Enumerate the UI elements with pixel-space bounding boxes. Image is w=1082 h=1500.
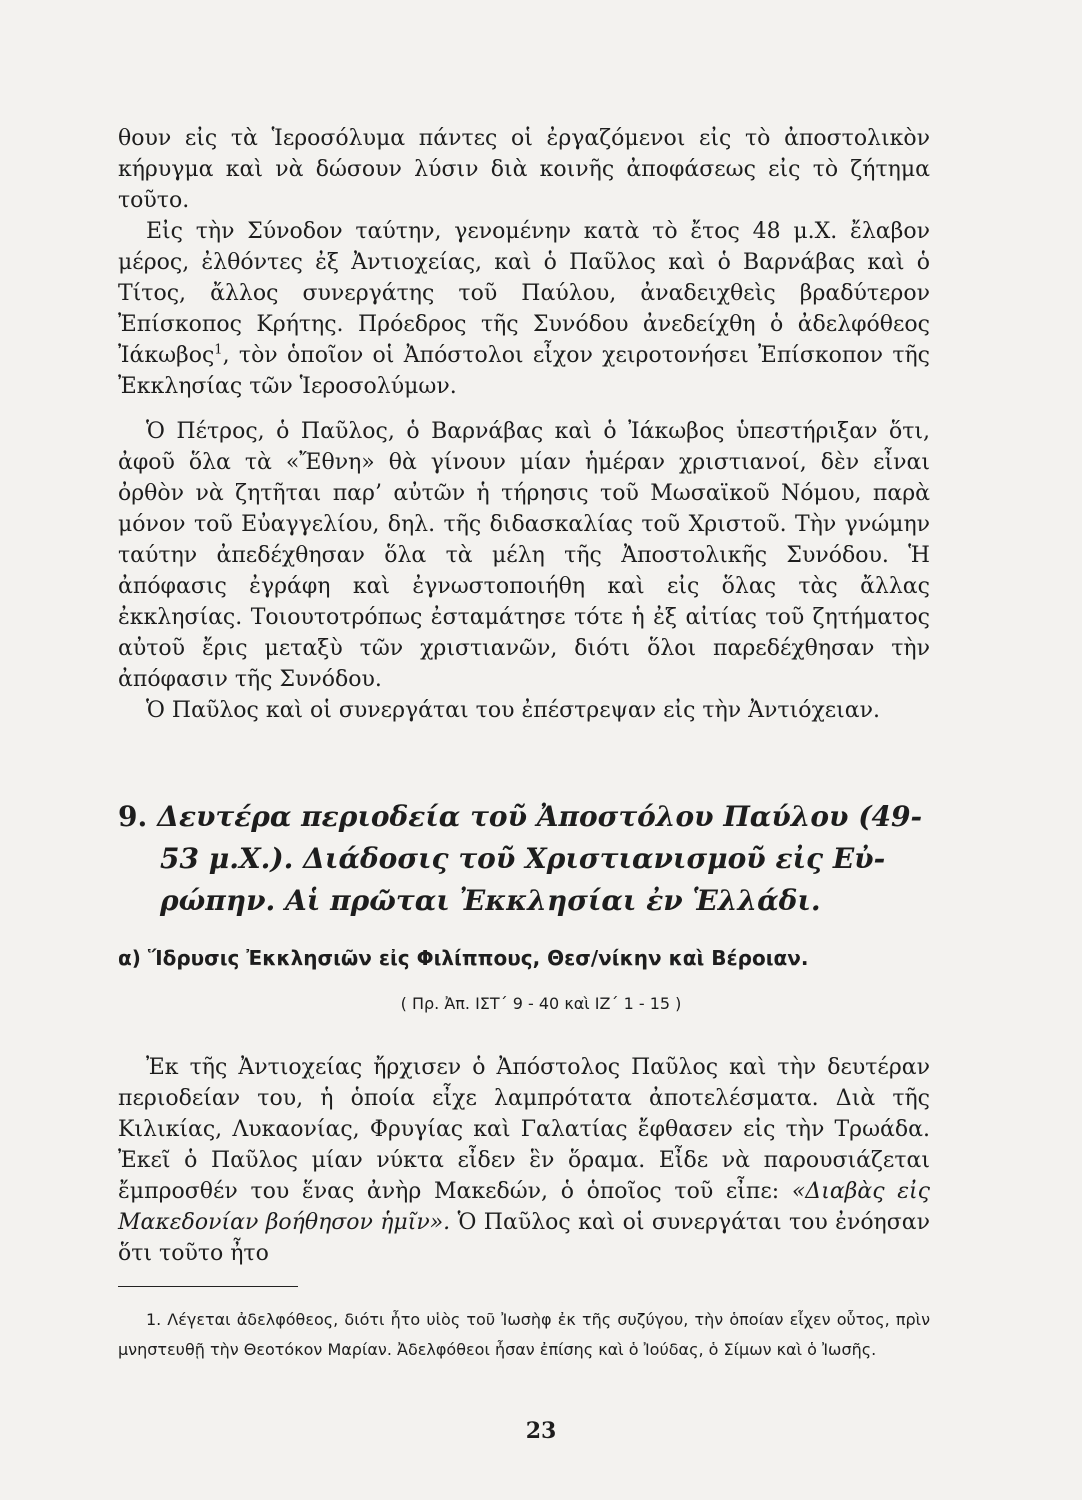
paragraph-3: Ὁ Πέτρος, ὁ Παῦλος, ὁ Βαρνάβας καὶ ὁ Ἰάκωβος ὑπεστήριξαν ὅτι, ἀφοῦ ὅλα τὰ «Ἔθνη» θὰ γίνουν μίαν ἡμέραν χριστιανοί, δὲν εἶναι ὀρθὸν νὰ ζητῆται παρ’ αὐτῶν ἡ τήρησις τοῦ Μωσαϊκοῦ Νόμου, παρὰ μόνον τοῦ Εὐαγγελίου, δηλ. τῆς διδασκαλίας τοῦ Χριστοῦ. Τὴν γνώμην ταύτην ἀπεδέχθησαν ὅλα τὰ μέλη τῆς Ἀποστολικῆς Συνόδου. Ἡ ἀπόφασις ἐγράφη καὶ ἐγνωστοποιήθη καὶ εἰς ὅλας τὰς ἄλλας ἐκκλησίας. Τοιουτοτρόπως ἐσταμάτησε τότε ἡ ἐξ αἰτίας τοῦ ζητήματος αὐτοῦ ἔρις μεταξὺ τῶν χριστιανῶν, διότι ὅλοι παρεδέχθησαν τὴν ἀπόφασιν τῆς Συνόδου.: [118, 419, 930, 692]
paragraph-5-text-a: Ἐκ τῆς Ἀντιοχείας ἤρχισεν ὁ Ἀπόστολος Παῦλος καὶ τὴν δευτέραν περιοδείαν του, ἡ ὁποία εἶχε λαμπρότατα ἀποτελέσματα. Διὰ τῆς Κιλικίας, Λυκαονίας, Φρυγίας καὶ Γαλατίας ἔφθασεν εἰς τὴν Τρωάδα. Ἐκεῖ ὁ Παῦλος μίαν νύκτα εἶδεν ἓν ὅραμα. Εἶδε νὰ παρουσιάζεται ἔμπροσθέν του ἕνας ἀνὴρ Μακεδών, ὁ ὁποῖος τοῦ εἶπε:: [118, 1055, 930, 1204]
macedonian-call-quote: «Διαβὰς εἰς Μακεδονίαν βοήθησον ἡμῖν».: [118, 1179, 930, 1235]
footnote-divider: [118, 1286, 298, 1287]
paragraph-2-text-a: Εἰς τὴν Σύνοδον ταύτην, γενομένην κατὰ τὸ ἔτος 48 μ.Χ. ἔλαβον μέρος, ἐλθόντες ἐξ Ἀντιοχείας, καὶ ὁ Παῦλος καὶ ὁ Βαρνάβας καὶ ὁ Τίτος, ἄλλος συνεργάτης τοῦ Παύλου, ἀναδειχθεὶς βραδύτερον Ἐπίσκοπος Κρήτης. Πρόεδρος τῆς Συνόδου ἀνεδείχθη ὁ ἀδελφόθεος Ἰάκωβος: [118, 219, 930, 368]
page-number: 23: [525, 1418, 557, 1444]
scripture-reference: ( Πρ. Ἀπ. ΙΣΤ΄ 9 - 40 καὶ ΙΖ΄ 1 - 15 ): [400, 994, 682, 1013]
section-decision: [118, 416, 930, 695]
chapter-number: 9.: [118, 800, 148, 833]
chapter-title-line-3: ρώπην. Αἱ πρῶται Ἐκκλησίαι ἐν Ἑλλάδι.: [160, 884, 821, 917]
chapter-heading: [118, 796, 930, 922]
footnote-marker: 1: [214, 342, 223, 358]
paragraph-4: Ὁ Παῦλος καὶ οἱ συνεργάται του ἐπέστρεψαν εἰς τὴν Ἀντιόχειαν.: [146, 698, 881, 723]
subsection-title: α) Ἵδρυσις Ἐκκλησιῶν εἰς Φιλίππους, Θεσ/νίκην καὶ Βέροιαν.: [118, 946, 809, 970]
paragraph-5: [118, 1052, 930, 1269]
paragraph-2-text-b: , τὸν ὁποῖον οἱ Ἀπόστολοι εἶχον χειροτονήσει Ἐπίσκοπον τῆς Ἐκκλησίας τῶν Ἱεροσολύμων.: [118, 343, 930, 399]
paragraph-2: [118, 216, 930, 402]
section-synod: [118, 123, 930, 402]
chapter-title-line-2: 53 μ.Χ.). Διάδοσις τοῦ Χριστιανισμοῦ εἰς Εὐ-: [160, 842, 886, 875]
footnote-text: Λέγεται ἀδελφόθεος, διότι ἦτο υἱὸς τοῦ Ἰωσὴφ ἐκ τῆς συζύγου, τὴν ὁποίαν εἶχεν οὗτος, πρὶν μνηστευθῇ τὴν Θεοτόκον Μαρίαν. Ἀδελφόθεοι ἦσαν ἐπίσης καὶ ὁ Ἰούδας, ὁ Σίμων καὶ ὁ Ἰωσῆς.: [118, 1310, 930, 1359]
footnote-number: 1.: [146, 1310, 162, 1329]
paragraph-1: θουν εἰς τὰ Ἱεροσόλυμα πάντες οἱ ἐργαζόμενοι εἰς τὸ ἀποστολικὸν κήρυγμα καὶ νὰ δώσουν λύσιν διὰ κοινῆς ἀποφάσεως εἰς τὸ ζήτημα τοῦτο.: [118, 126, 930, 213]
chapter-title-line-1: Δευτέρα περιοδεία τοῦ Ἀποστόλου Παύλου (49-: [157, 800, 923, 833]
paragraph-5-text-b: Ὁ Παῦλος καὶ οἱ συνεργάται του ἐνόησαν ὅτι τοῦτο ἦτο: [118, 1210, 930, 1266]
section-second-journey: [118, 1052, 930, 1269]
footnote: [118, 1305, 930, 1365]
